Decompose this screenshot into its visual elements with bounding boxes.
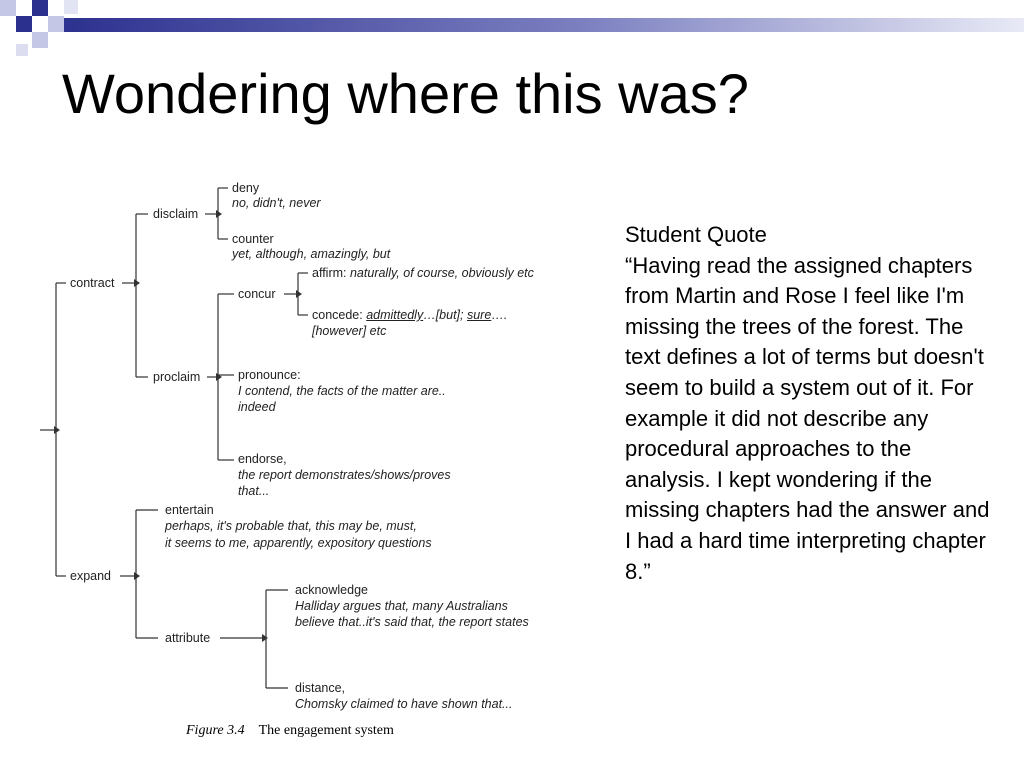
concede-examples-2: [however] etc bbox=[312, 324, 387, 338]
endorse-examples-2: that... bbox=[238, 484, 270, 498]
quote-label: Student Quote bbox=[625, 222, 767, 247]
concede-example-sure: sure bbox=[466, 308, 492, 322]
node-contract: contract bbox=[70, 276, 115, 290]
affirm-label: affirm: bbox=[312, 266, 347, 280]
node-concede bbox=[312, 307, 507, 323]
concede-label: concede: bbox=[312, 308, 363, 322]
pronounce-examples-1: I contend, the facts of the matter are.. bbox=[238, 384, 446, 398]
node-disclaim: disclaim bbox=[153, 207, 199, 221]
concede-example-but: …[but]; bbox=[423, 308, 464, 322]
node-acknowledge: acknowledge bbox=[295, 583, 368, 597]
node-entertain: entertain bbox=[165, 503, 214, 517]
node-distance: distance, bbox=[295, 681, 346, 695]
gradient-bar bbox=[48, 18, 1024, 32]
acknowledge-examples-2: believe that..it's said that, the report states bbox=[295, 615, 529, 629]
student-quote bbox=[625, 220, 995, 587]
deny-examples: no, didn't, never bbox=[232, 196, 321, 210]
acknowledge-examples-1: Halliday argues that, many Australians bbox=[295, 599, 508, 613]
engagement-system-diagram bbox=[0, 160, 600, 760]
node-attribute: attribute bbox=[165, 631, 211, 645]
corner-squares-decoration bbox=[0, 0, 80, 62]
pronounce-examples-2: indeed bbox=[238, 400, 276, 414]
figure-caption-text: The engagement system bbox=[258, 723, 394, 738]
decorative-bar-graphic bbox=[0, 12, 1024, 52]
distance-examples: Chomsky claimed to have shown that... bbox=[295, 697, 513, 711]
entertain-examples-2: it seems to me, apparently, expository questions bbox=[165, 536, 432, 550]
concede-example-admittedly: admittedly bbox=[366, 308, 424, 322]
node-pronounce: pronounce: bbox=[238, 368, 301, 382]
counter-examples: yet, although, amazingly, but bbox=[232, 247, 391, 261]
concede-example-ellipsis: …. bbox=[491, 308, 508, 322]
slide-title: Wondering where this was? bbox=[62, 62, 749, 125]
entertain-examples-1: perhaps, it's probable that, this may be, must, bbox=[165, 519, 417, 533]
quote-text: “Having read the assigned chapters from Martin and Rose I feel like I'm missing the trees of the forest. The text defines a lot of terms but doesn't seem to build a system out of it. For example it did not describe any procedural approaches to the analysis. I kept wondering if the missing chapters had the answer and I had a hard time interpreting chapter 8.” bbox=[625, 252, 990, 584]
node-proclaim: proclaim bbox=[153, 370, 201, 384]
node-expand: expand bbox=[70, 569, 112, 583]
figure-caption bbox=[186, 723, 394, 739]
node-deny: deny bbox=[232, 181, 260, 195]
node-concur: concur bbox=[238, 287, 276, 301]
node-endorse: endorse, bbox=[238, 452, 287, 466]
node-affirm bbox=[312, 265, 534, 281]
endorse-examples-1: the report demonstrates/shows/proves bbox=[238, 468, 451, 482]
affirm-examples: naturally, of course, obviously etc bbox=[349, 266, 534, 280]
figure-number: Figure 3.4 bbox=[186, 723, 245, 738]
header-decoration bbox=[0, 12, 1024, 44]
node-counter: counter bbox=[232, 232, 274, 246]
